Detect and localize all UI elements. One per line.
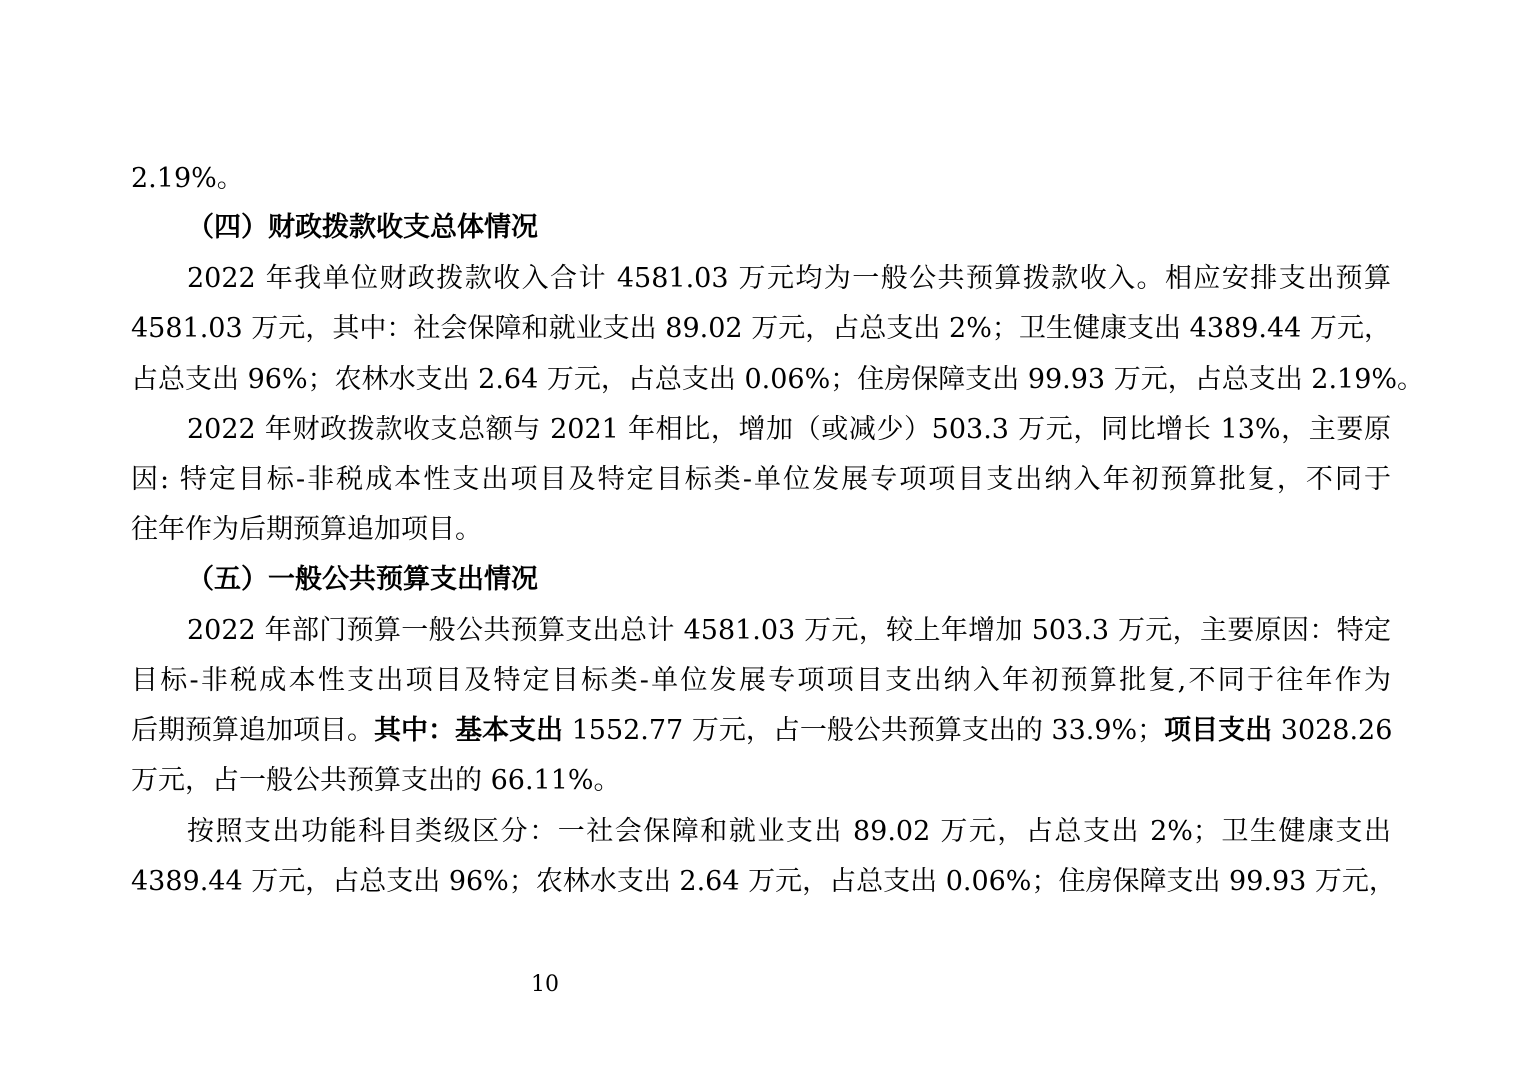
text-segment: 后期预算追加项目。 — [131, 715, 374, 746]
text-line-mixed — [131, 714, 1391, 748]
bold-segment: 其中：基本支出 — [374, 715, 563, 746]
section-heading-4: （四）财政拨款收支总体情况 — [187, 212, 538, 243]
section-heading-5: （五）一般公共预算支出情况 — [187, 564, 538, 595]
page-number: 10 — [531, 972, 559, 997]
text-line: 占总支出 96%；农林水支出 2.64 万元，占总支出 0.06%；住房保障支出 99.93 万元，占总支出 2.19%。 — [131, 364, 1425, 395]
text-line: 往年作为后期预算追加项目。 — [131, 514, 482, 545]
text-line: 4581.03 万元，其中：社会保障和就业支出 89.02 万元，占总支出 2%；卫生健康支出 4389.44 万元， — [131, 313, 1391, 344]
text-segment: 1552.77 万元，占一般公共预算支出的 33.9%； — [563, 715, 1165, 746]
text-line: 2022 年财政拨款收支总额与 2021 年相比，增加（或减少）503.3 万元，同比增长 13%，主要原 — [187, 414, 1391, 445]
text-line: 目标-非税成本性支出项目及特定目标类-单位发展专项项目支出纳入年初预算批复,不同于往年作为 — [131, 665, 1391, 696]
text-line: 4389.44 万元，占总支出 96%；农林水支出 2.64 万元，占总支出 0.06%；住房保障支出 99.93 万元， — [131, 866, 1396, 897]
text-line: 按照支出功能科目类级区分：一社会保障和就业支出 89.02 万元，占总支出 2%；卫生健康支出 — [187, 816, 1391, 847]
text-line: 2.19%。 — [131, 163, 244, 194]
text-line: 2022 年部门预算一般公共预算支出总计 4581.03 万元，较上年增加 503.3 万元，主要原因：特定 — [187, 615, 1391, 646]
text-segment: 3028.26 — [1280, 715, 1393, 746]
text-line: 万元，占一般公共预算支出的 66.11%。 — [131, 765, 621, 796]
bold-segment: 项目支出 — [1164, 715, 1273, 746]
text-line: 因: 特定目标-非税成本性支出项目及特定目标类-单位发展专项项目支出纳入年初预算批复，不同于 — [131, 464, 1391, 495]
text-line: 2022 年我单位财政拨款收入合计 4581.03 万元均为一般公共预算拨款收入。相应安排支出预算 — [187, 263, 1391, 294]
text-segment — [1272, 715, 1281, 746]
